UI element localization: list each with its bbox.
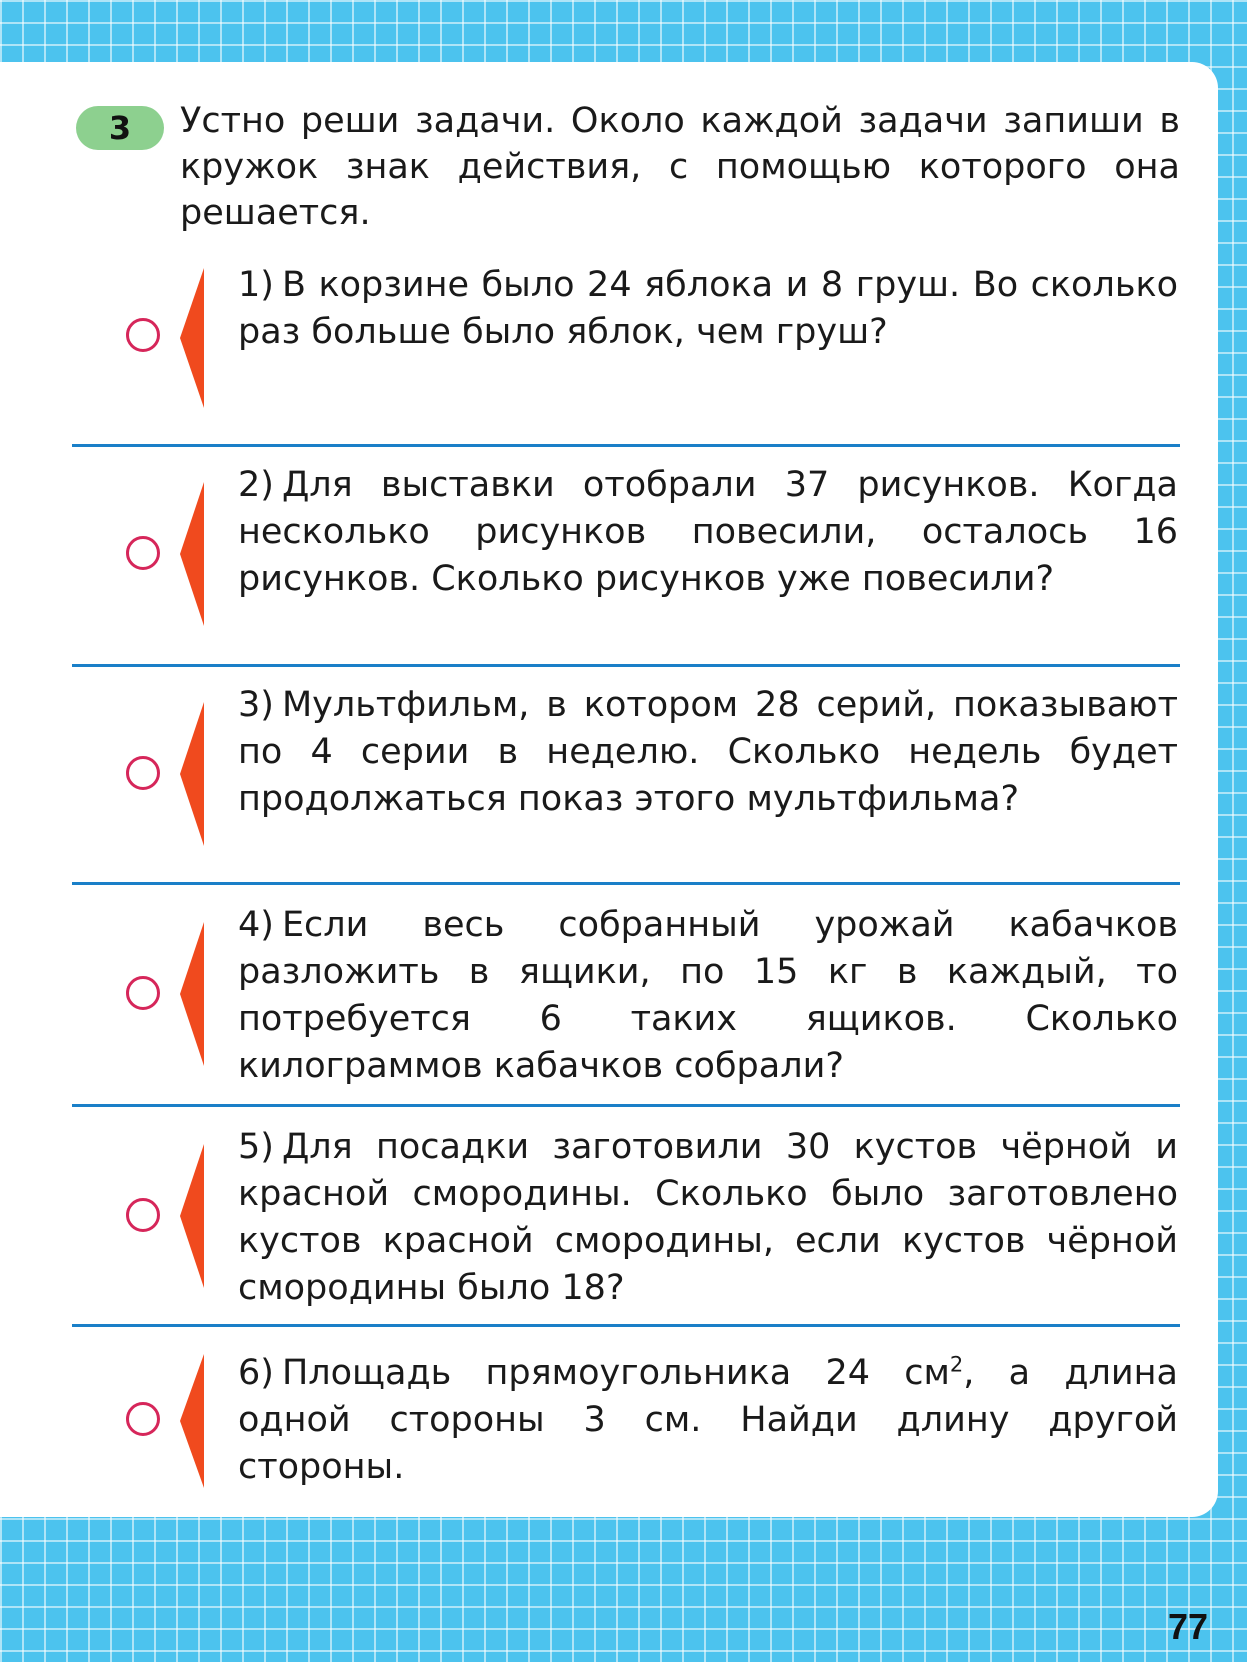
- triangle-marker-icon: [178, 1144, 204, 1288]
- divider: [72, 882, 1180, 885]
- task-text: 3) Мультфильм, в котором 28 серий, показывают по 4 серии в неделю. Сколько недель будет продолжаться показ этого мультфильма?: [238, 685, 1178, 819]
- task-text: 1) В корзине было 24 яблока и 8 груш. Во сколько раз больше было яблок, чем груш?: [238, 265, 1178, 352]
- divider: [72, 444, 1180, 447]
- task-text: 4) Если весь собранный урожай кабачков разложить в ящики, по 15 кг в каждый, то потребуется 6 таких ящиков. Сколько килограммов кабачков собрали?: [238, 905, 1178, 1086]
- answer-circle[interactable]: [126, 1198, 160, 1232]
- divider: [72, 1324, 1180, 1327]
- task-text: 6) Площадь прямоугольника 24 $см^2$, а длина одной стороны 3 см. Найди длину другой стороны.: [238, 1352, 1178, 1487]
- answer-circle[interactable]: [126, 1402, 160, 1436]
- triangle-marker-icon: [178, 482, 204, 626]
- exercise-instruction: Устно реши задачи. Около каждой задачи запиши в кружок знак действия, с помощью которого она решается.: [180, 101, 1180, 233]
- task-text: 2) Для выставки отобрали 37 рисунков. Когда несколько рисунков повесили, осталось 16 рисунков. Сколько рисунков уже повесили?: [238, 465, 1178, 599]
- triangle-marker-icon: [178, 1354, 204, 1488]
- task-item: [0, 262, 1218, 412]
- triangle-marker-icon: [178, 268, 204, 408]
- task-text: 5) Для посадки заготовили 30 кустов чёрной и красной смородины. Сколько было заготовлено кустов красной смородины, если кустов чёрной смородины было 18?: [238, 1127, 1178, 1308]
- task-item: [0, 1350, 1218, 1500]
- answer-circle[interactable]: [126, 536, 160, 570]
- triangle-marker-icon: [178, 702, 204, 846]
- divider: [72, 1104, 1180, 1107]
- answer-circle[interactable]: [126, 976, 160, 1010]
- task-item: [0, 902, 1218, 1092]
- exercise-number-badge: 3: [76, 106, 164, 150]
- page-number: 77: [1168, 1606, 1209, 1647]
- triangle-marker-icon: [178, 922, 204, 1066]
- divider: [72, 664, 1180, 667]
- task-item: [0, 1124, 1218, 1314]
- task-item: [0, 682, 1218, 872]
- answer-circle[interactable]: [126, 318, 160, 352]
- answer-circle[interactable]: [126, 756, 160, 790]
- task-item: [0, 462, 1218, 652]
